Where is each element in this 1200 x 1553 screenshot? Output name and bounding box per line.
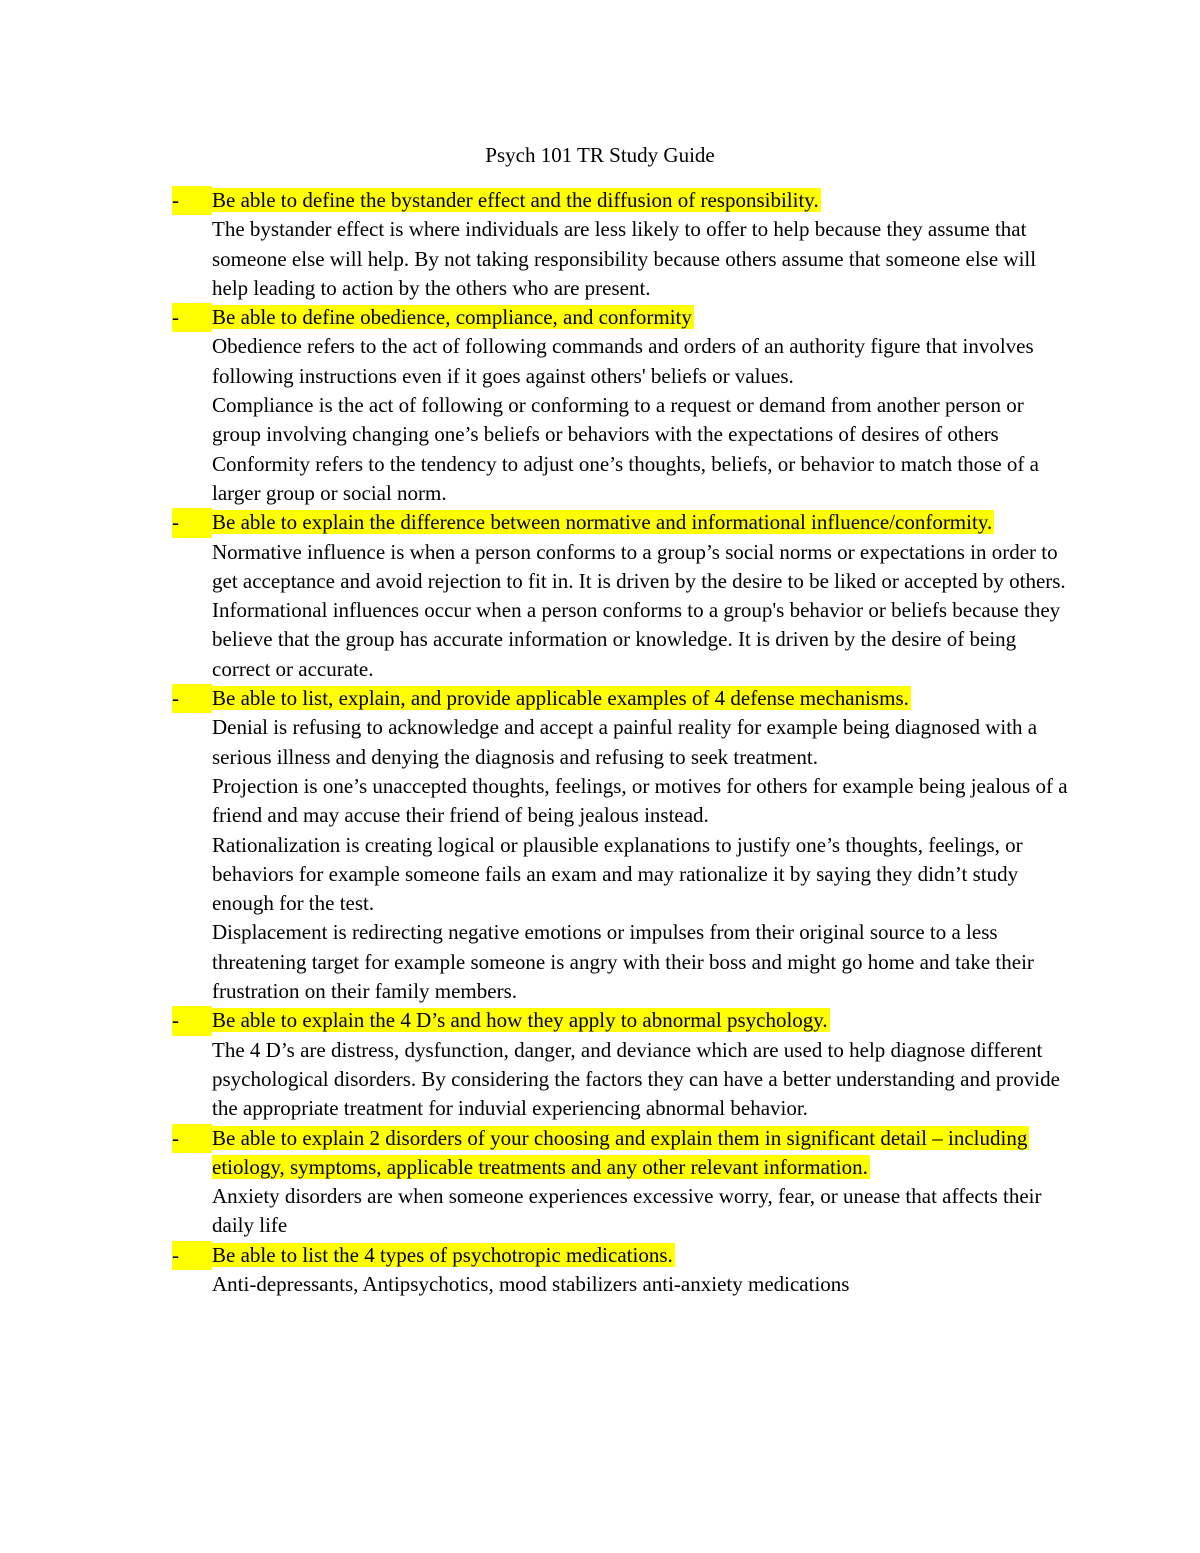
bullet-dash: -	[172, 186, 212, 215]
question-text: Be able to list, explain, and provide applicable examples of 4 defense mechanisms.	[212, 686, 909, 711]
question-text: Be able to list the 4 types of psychotropic medications.	[212, 1242, 673, 1267]
answer-paragraph: Displacement is redirecting negative emotions or impulses from their original source to a less threatening target for example someone is angry with their boss and might go home and take their frustration on their family members.	[212, 920, 1034, 1004]
answer-paragraph: Informational influences occur when a person conforms to a group's behavior or beliefs because they believe that the group has accurate information or knowledge. It is driven by the desire of being correct or accurate.	[212, 598, 1061, 681]
answer-paragraph: The 4 D’s are distress, dysfunction, danger, and deviance which are used to help diagnose different psychological disorders. By considering the factors they can have a better understanding and provide the appropriate treatment for induvial experiencing abnormal behavior.	[212, 1037, 1060, 1121]
section-four-ds	[172, 1006, 1072, 1123]
question-row	[172, 508, 1072, 537]
section-psychotropic-medications	[172, 1241, 1072, 1300]
answer-paragraph: Anti-depressants, Antipsychotics, mood stabilizers anti-anxiety medications	[212, 1271, 850, 1296]
study-guide-list	[172, 186, 1072, 1299]
answer-paragraph: Normative influence is when a person conforms to a group’s social norms or expectations in order to get acceptance and avoid rejection to fit in. It is driven by the desire to be liked or accepted by others.	[212, 539, 1066, 593]
question-text: Be able to explain the difference between normative and informational influence/conformity.	[212, 510, 993, 535]
question-row	[172, 303, 1072, 332]
bullet-dash: -	[172, 1006, 212, 1035]
bullet-dash: -	[172, 1241, 212, 1270]
section-obedience-compliance-conformity	[172, 303, 1072, 508]
answer-paragraph: Conformity refers to the tendency to adjust one’s thoughts, beliefs, or behavior to match those of a larger group or social norm.	[212, 451, 1039, 505]
answer-paragraph: Projection is one’s unaccepted thoughts, feelings, or motives for others for example being jealous of a friend and may accuse their friend of being jealous instead.	[212, 773, 1068, 828]
answer-paragraph: The bystander effect is where individuals are less likely to offer to help because they assume that someone else will help. By not taking responsibility because others assume that someone else will help leading to action by the others who are present.	[212, 217, 1037, 300]
answer-paragraph: Obedience refers to the act of following commands and orders of an authority figure that involves following instructions even if it goes against others' beliefs or values.	[212, 334, 1034, 388]
question-row	[172, 1006, 1072, 1035]
question-text: Be able to define the bystander effect and the diffusion of responsibility.	[212, 188, 819, 212]
bullet-dash: -	[172, 1124, 212, 1153]
answer-paragraph: Compliance is the act of following or conforming to a request or demand from another person or group involving changing one’s beliefs or behaviors with the expectations of desires of others	[212, 393, 1024, 447]
section-two-disorders	[172, 1124, 1072, 1241]
question-row	[172, 186, 1072, 215]
section-defense-mechanisms	[172, 684, 1072, 1006]
answer-paragraph: Anxiety disorders are when someone experiences excessive worry, fear, or unease that affects their daily life	[212, 1184, 1042, 1238]
question-row	[172, 684, 1072, 713]
section-normative-informational	[172, 508, 1072, 684]
bullet-dash: -	[172, 684, 212, 713]
question-text: Be able to explain 2 disorders of your choosing and explain them in significant detail – including etiology, symptoms, applicable treatments and any other relevant information.	[212, 1125, 1028, 1179]
question-row	[172, 1124, 1072, 1183]
answer-paragraph: Rationalization is creating logical or plausible explanations to justify one’s thoughts, feelings, or behaviors for example someone fails an exam and may rationalize it by saying they didn’t study enough for the test.	[212, 832, 1023, 916]
section-bystander-effect	[172, 186, 1072, 303]
answer-paragraph: Denial is refusing to acknowledge and accept a painful reality for example being diagnosed with a serious illness and denying the diagnosis and refusing to seek treatment.	[212, 715, 1038, 769]
document-title: Psych 101 TR Study Guide	[485, 143, 715, 167]
bullet-dash: -	[172, 508, 212, 537]
bullet-dash: -	[172, 303, 212, 332]
question-text: Be able to define obedience, compliance, and conformity	[212, 305, 692, 330]
question-row	[172, 1241, 1072, 1270]
question-text: Be able to explain the 4 D’s and how they apply to abnormal psychology.	[212, 1008, 828, 1033]
